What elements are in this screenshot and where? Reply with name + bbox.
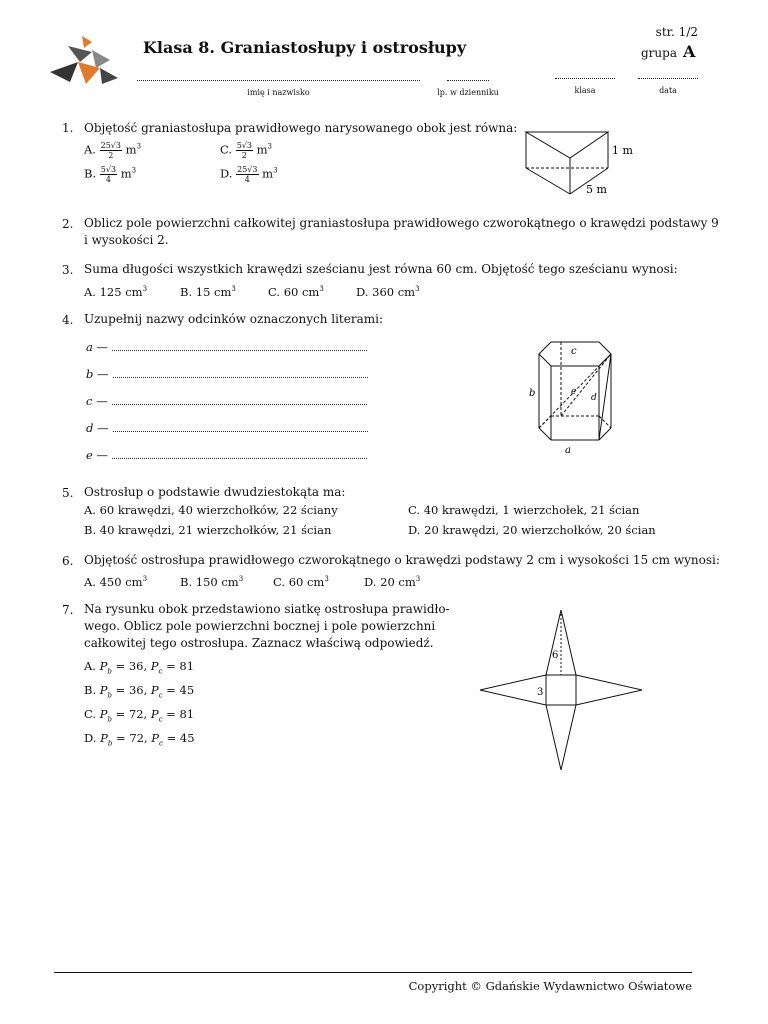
q2-text-line1: Oblicz pole powierzchni całkowitej graniastosłupa prawidłowego czworokątnego o krawędzi podstawy 9 (84, 216, 719, 230)
q1-text: Objętość graniastosłupa prawidłowego narysowanego obok jest równa: (84, 121, 518, 135)
q1-option-c[interactable]: C. $\frac{5√3}{2}$ $m^3$ (220, 141, 273, 160)
q4-blank-b[interactable]: b — (86, 367, 368, 381)
q7-text-line1: Na rysunku obok przedstawiono siatkę ostrosłupa prawidło- (84, 602, 450, 616)
q7-option-c[interactable]: C. $P_b = 72$, $P_c = 81$ (84, 707, 195, 724)
q3-option-c[interactable]: C. 60 $cm^3$ (268, 285, 324, 299)
q4-blank-a[interactable]: a — (86, 340, 367, 354)
register-number-field-line[interactable] (447, 80, 489, 81)
q3-option-a[interactable]: A. 125 $cm^3$ (84, 285, 148, 299)
q7-text-line2: wego. Oblicz pole powierzchni bocznej i pole powierzchni (84, 619, 436, 633)
date-field-line[interactable] (638, 78, 698, 79)
q5-option-a[interactable]: A. 60 krawędzi, 40 wierzchołków, 22 ściany (84, 503, 338, 517)
q1-option-b[interactable]: B. $\frac{5√3}{4}$ $m^3$ (84, 165, 137, 184)
class-field-line[interactable] (555, 78, 615, 79)
q3-number: 3. (62, 263, 74, 277)
q6-option-c[interactable]: C. 60 $cm^3$ (273, 575, 329, 589)
q4-label-d: d (591, 393, 597, 403)
footer-rule (54, 972, 692, 973)
q7-side-label: 3 (537, 687, 544, 698)
q1-prism-figure (520, 124, 640, 200)
q5-number: 5. (62, 486, 74, 500)
group-label: grupa (641, 46, 677, 60)
q1-height-label: 1 m (612, 144, 633, 157)
q3-option-d[interactable]: D. 360 $cm^3$ (356, 285, 420, 299)
q4-label-a: a (565, 445, 571, 456)
q4-label-e: e (571, 387, 577, 397)
q1-number: 1. (62, 121, 74, 135)
q4-label-b: b (529, 388, 536, 399)
q7-height-label: 6 (552, 650, 559, 661)
q4-blank-e[interactable]: e — (86, 448, 367, 462)
q7-pyramid-net-figure (476, 606, 646, 774)
copyright-notice: Copyright © Gdańskie Wydawnictwo Oświatowe (408, 979, 692, 993)
q1-option-a[interactable]: A. $\frac{25√3}{2}$ $m^3$ (84, 141, 142, 160)
q6-text: Objętość ostrosłupa prawidłowego czworokątnego o krawędzi podstawy 2 cm i wysokości 15 cm wynosi: (84, 553, 720, 567)
q3-text: Suma długości wszystkich krawędzi sześcianu jest równa 60 cm. Objętość tego sześcianu wynosi: (84, 262, 678, 276)
q7-option-b[interactable]: B. $P_b = 36$, $P_c = 45$ (84, 683, 195, 700)
date-field-label: data (659, 86, 677, 95)
q2-number: 2. (62, 217, 74, 231)
group-letter: A (682, 42, 696, 61)
q4-number: 4. (62, 313, 74, 327)
q5-option-d[interactable]: D. 20 krawędzi, 20 wierzchołków, 20 ścian (408, 523, 656, 537)
q5-option-c[interactable]: C. 40 krawędzi, 1 wierzchołek, 21 ścian (408, 503, 640, 517)
group-indicator (641, 42, 695, 61)
q7-number: 7. (62, 603, 74, 617)
class-field-label: klasa (574, 86, 596, 95)
q6-option-a[interactable]: A. 450 $cm^3$ (84, 575, 148, 589)
q4-blank-d[interactable]: d — (86, 421, 368, 435)
q6-option-d[interactable]: D. 20 $cm^3$ (364, 575, 421, 589)
q4-label-c: c (571, 346, 577, 357)
q6-number: 6. (62, 554, 74, 568)
q4-blank-c[interactable]: c — (86, 394, 367, 408)
q2-text-line2: i wysokości 2. (84, 233, 169, 247)
publisher-logo (48, 32, 120, 88)
name-field-label: imię i nazwisko (247, 88, 310, 97)
q4-hexagonal-prism-figure (525, 336, 625, 458)
q1-option-d[interactable]: D. $\frac{25√3}{4}$ $m^3$ (220, 165, 278, 184)
page-number: str. 1/2 (655, 25, 698, 39)
q7-option-d[interactable]: D. $P_b = 72$, $P_c = 45$ (84, 731, 195, 748)
q5-option-b[interactable]: B. 40 krawędzi, 21 wierzchołków, 21 ścian (84, 523, 332, 537)
q4-text: Uzupełnij nazwy odcinków oznaczonych literami: (84, 312, 384, 326)
q6-option-b[interactable]: B. 150 $cm^3$ (180, 575, 244, 589)
name-field-line[interactable] (137, 80, 420, 81)
q3-option-b[interactable]: B. 15 $cm^3$ (180, 285, 236, 299)
q5-text: Ostrosłup o podstawie dwudziestokąta ma: (84, 485, 346, 499)
q7-option-a[interactable]: A. $P_b = 36$, $P_c = 81$ (84, 659, 195, 676)
page-title: Klasa 8. Graniastosłupy i ostrosłupy (143, 38, 467, 57)
register-number-field-label: lp. w dzienniku (437, 88, 499, 97)
q1-base-label: 5 m (586, 183, 607, 196)
q7-text-line3: całkowitej tego ostrosłupa. Zaznacz właściwą odpowiedź. (84, 636, 434, 650)
